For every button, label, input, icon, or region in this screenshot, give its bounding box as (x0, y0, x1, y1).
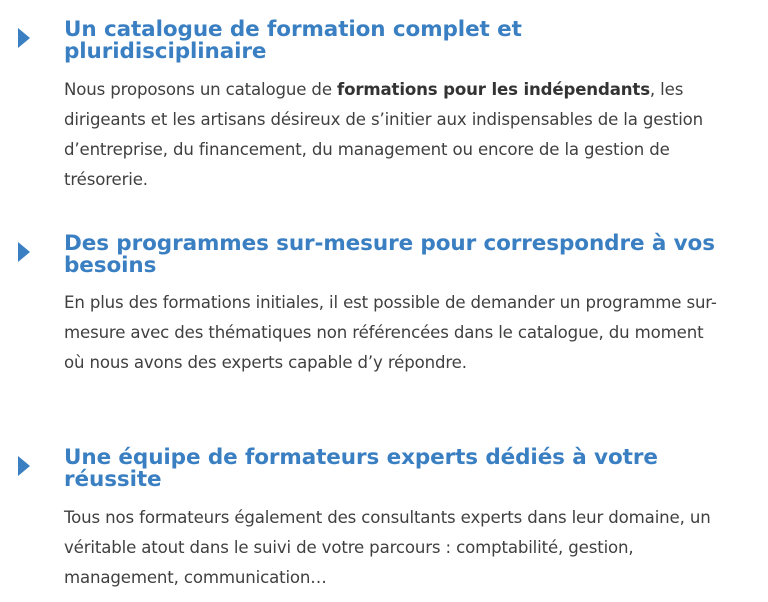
triangle-right-icon (18, 456, 30, 476)
feature-description: En plus des formations initiales, il est possible de demander un programme sur-mesure avec des thématiques non référencées dans le catalogue, du moment où nous avons des experts capable d’y répondre. (64, 293, 717, 372)
feature-description-emphasis: formations pour les indépendants (337, 80, 650, 99)
feature-title: Des programmes sur-mesure pour correspondre à vos besoins (64, 231, 715, 278)
feature-title: Un catalogue de formation complet et pluridisciplinaire (64, 17, 522, 64)
feature-title: Une équipe de formateurs experts dédiés à votre réussite (64, 445, 658, 492)
triangle-right-icon (18, 28, 30, 48)
triangle-right-icon (18, 242, 30, 262)
feature-description: Tous nos formateurs également des consultants experts dans leur domaine, un véritable atout dans le suivi de votre parcours : comptabilité, gestion, management, communication… (64, 508, 711, 587)
feature-description: Nous proposons un catalogue de formations pour les indépendants, les dirigeants et les artisans désireux de s’initier aux indispensables de la gestion d’entreprise, du financement, du management ou encore de la gestion de trésorerie. (64, 80, 704, 189)
